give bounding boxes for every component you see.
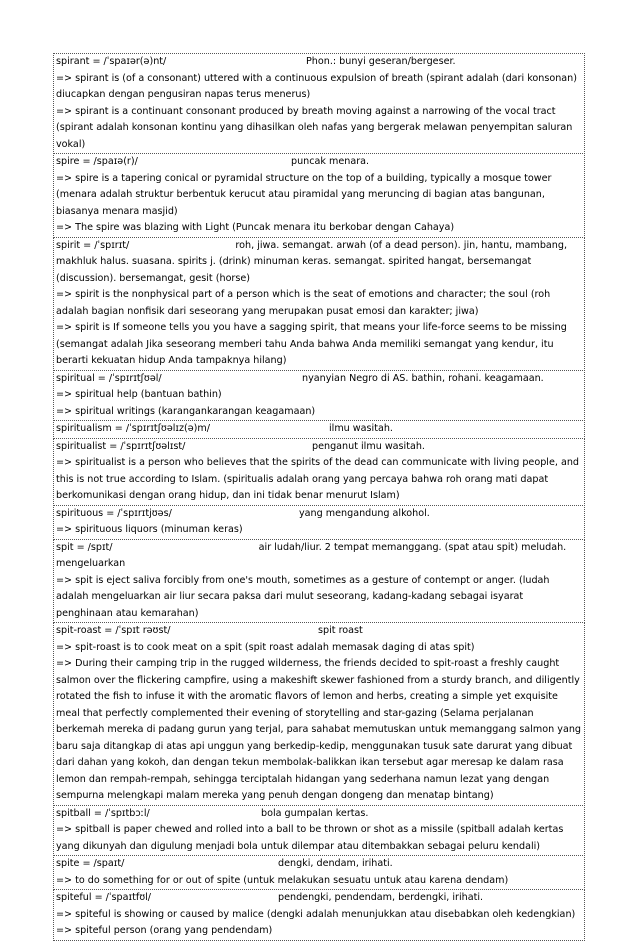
- entry-spire: [53, 153, 585, 238]
- example-line: => spirant is (of a consonant) uttered with a continuous expulsion of breath (spirant adalah (dari konsonan) diucapkan dengan pengusiran napas terus menerus): [56, 72, 578, 100]
- example-line: => The spire was blazing with Light (Puncak menara itu berkobar dengan Cahaya): [56, 222, 455, 233]
- entry-spiteful: [53, 889, 585, 941]
- entry-headword: [56, 506, 582, 523]
- entry-headword: [56, 806, 582, 823]
- entry-headword: [56, 154, 582, 171]
- translation-gloss: yang mengandung alkohol.: [299, 507, 430, 519]
- headword-pronunciation: spirit = /ˈspɪrɪt/: [56, 239, 130, 251]
- headword-pronunciation: spitball = /ˈspɪtbɔːl/: [56, 807, 150, 819]
- entry-spiritual: [53, 370, 585, 422]
- entry-spirituous: [53, 505, 585, 540]
- example-line: => spirituous liquors (minuman keras): [56, 524, 243, 535]
- headword-pronunciation: spiteful = /ˈspaɪtfʊl/: [56, 892, 152, 903]
- entry-headword: [56, 856, 582, 873]
- entry-spite: [53, 855, 585, 890]
- headword-pronunciation: spire = /spaɪə(r)/: [56, 156, 138, 167]
- translation-gloss: penganut ilmu wasitah.: [312, 440, 425, 452]
- entry-spitball: [53, 805, 585, 857]
- example-line: => spit is eject saliva forcibly from one's mouth, sometimes as a gesture of contempt or anger. (ludah adalah mengeluarkan air liur secara paksa dari mulut seseorang, kadang-kadang sebagai isyarat penghinaan atau kemarahan): [56, 574, 550, 619]
- translation-gloss: pendengki, pendendam, berdengki, irihati.: [278, 892, 484, 903]
- headword-pronunciation: spirant = /ˈspaɪər(ə)nt/: [56, 56, 167, 67]
- headword-pronunciation: spit = /spɪt/: [56, 541, 113, 553]
- entry-headword: [56, 890, 582, 907]
- headword-pronunciation: spiritual = /ˈspɪrɪtʃʊəl/: [56, 372, 162, 384]
- entry-headword: [56, 439, 582, 456]
- entry-headword: [56, 238, 582, 288]
- example-line: => spit-roast is to cook meat on a spit (spit roast adalah memasak daging di atas spit): [56, 641, 475, 653]
- entry-spirit: [53, 237, 585, 371]
- entry-spiritualism: [53, 420, 585, 439]
- example-line: => spire is a tapering conical or pyramidal structure on the top of a building, typically a mosque tower (menara adalah struktur berbentuk kerucut atau piramidal yang meruncing di bagian atas bangunan, biasanya menara masjid): [56, 172, 552, 217]
- translation-gloss: roh, jiwa. semangat. arwah (of a dead person). jin, hantu, mambang, makhluk halus. suasana. spirits j. (drink) minuman keras. semangat. spirited hangat, bersemangat (discussion). bersemangat, gesit (horse): [56, 239, 568, 284]
- example-line: => spirit is If someone tells you you have a sagging spirit, that means your life-force seems to be missing (semangat adalah Jika seseorang memberi tahu Anda bahwa Anda memiliki semangat yang kendur, itu berarti kekuatan hidup Anda tampaknya hilang): [56, 322, 567, 366]
- headword-pronunciation: spit-roast = /ˈspɪt rəʊst/: [56, 625, 171, 636]
- translation-gloss: dengki, dendam, irihati.: [278, 858, 393, 869]
- dictionary-document: [53, 54, 585, 941]
- example-line: => spiritual writings (karangankarangan keagamaan): [56, 405, 316, 417]
- translation-gloss: puncak menara.: [291, 156, 370, 167]
- entry-spit: [53, 539, 585, 624]
- example-line: => to do something for or out of spite (untuk melakukan sesuatu untuk atau karena dendam): [56, 874, 509, 886]
- example-line: => spitball is paper chewed and rolled into a ball to be thrown or shot as a missile (spitball adalah kertas yang dikunyah dan digulung menjadi bola untuk dilempar atau ditembakkan sebagai peluru kendali): [56, 824, 564, 852]
- headword-pronunciation: spirituous = /ˈspɪrɪtjʊəs/: [56, 507, 172, 519]
- entry-headword: [56, 540, 582, 573]
- headword-pronunciation: spite = /spaɪt/: [56, 858, 125, 869]
- translation-gloss: Phon.: bunyi geseran/bergeser.: [306, 56, 456, 67]
- translation-gloss: nyanyian Negro di AS. bathin, rohani. keagamaan.: [302, 372, 544, 384]
- example-line: => spirit is the nonphysical part of a person which is the seat of emotions and character; the soul (roh adalah bagian nonfisik dari seseorang yang merupakan pusat emosi dan karakter; jiwa): [56, 289, 551, 317]
- translation-gloss: spit roast: [318, 625, 363, 636]
- translation-gloss: ilmu wasitah.: [329, 423, 393, 434]
- headword-pronunciation: spiritualism = /ˈspɪrɪtʃʊəlɪz(ə)m/: [56, 423, 210, 434]
- example-line: => During their camping trip in the rugged wilderness, the friends decided to spit-roast a freshly caught salmon over the flickering campfire, using a makeshift skewer fashioned from a sturdy branch, and diligently rotated the fish to infuse it with the aromatic flavors of lemon and herbs, creating a simple yet exquisite meal that perfectly complemented their evening of storytelling and star-gazing (Selama perjalanan berkemah mereka di padang gurun yang terjal, para sahabat memutuskan untuk memanggang salmon yang baru saja ditangkap di atas api unggun yang berkedip-kedip, menggunakan tusuk sate darurat yang dibuat dari dahan yang kokoh, dan dengan tekun membolak-balikkan ikan tersebut agar meresap ke dalam rasa lemon dan rempah-rempah, sehingga terciptalah hidangan yang sederhana namun lezat yang dengan sempurna melengkapi malam mereka yang penuh dengan dongeng dan menatap bintang): [56, 658, 582, 801]
- example-line: => spiteful is showing or caused by malice (dengki adalah menunjukkan atau disebabkan oleh kedengkian): [56, 908, 576, 920]
- entry-headword: [56, 421, 582, 438]
- headword-pronunciation: spiritualist = /ˈspɪrɪtʃʊəlɪst/: [56, 440, 186, 452]
- entry-headword: [56, 371, 582, 388]
- entry-spirant: [53, 53, 585, 154]
- entry-headword: [56, 54, 582, 71]
- translation-gloss: air ludah/liur. 2 tempat memanggang. (spat atau spit) meludah. mengeluarkan: [56, 541, 567, 569]
- example-line: => spiritualist is a person who believes that the spirits of the dead can communicate with living people, and this is not true according to Islam. (spiritualis adalah orang yang percaya bahwa roh orang mati dapat berkomunikasi dengan orang hidup, dan ini tidak benar menurut Islam): [56, 457, 580, 501]
- translation-gloss: bola gumpalan kertas.: [261, 807, 369, 819]
- entry-spit-roast: [53, 622, 585, 806]
- entry-headword: [56, 623, 582, 640]
- example-line: => spiritual help (bantuan bathin): [56, 389, 222, 400]
- example-line: => spiteful person (orang yang pendendam): [56, 925, 273, 936]
- entry-spiritualist: [53, 438, 585, 506]
- example-line: => spirant is a continuant consonant produced by breath moving against a narrowing of the vocal tract (spirant adalah konsonan kontinu yang dihasilkan oleh nafas yang bergerak melawan penyempitan saluran vokal): [56, 105, 573, 150]
